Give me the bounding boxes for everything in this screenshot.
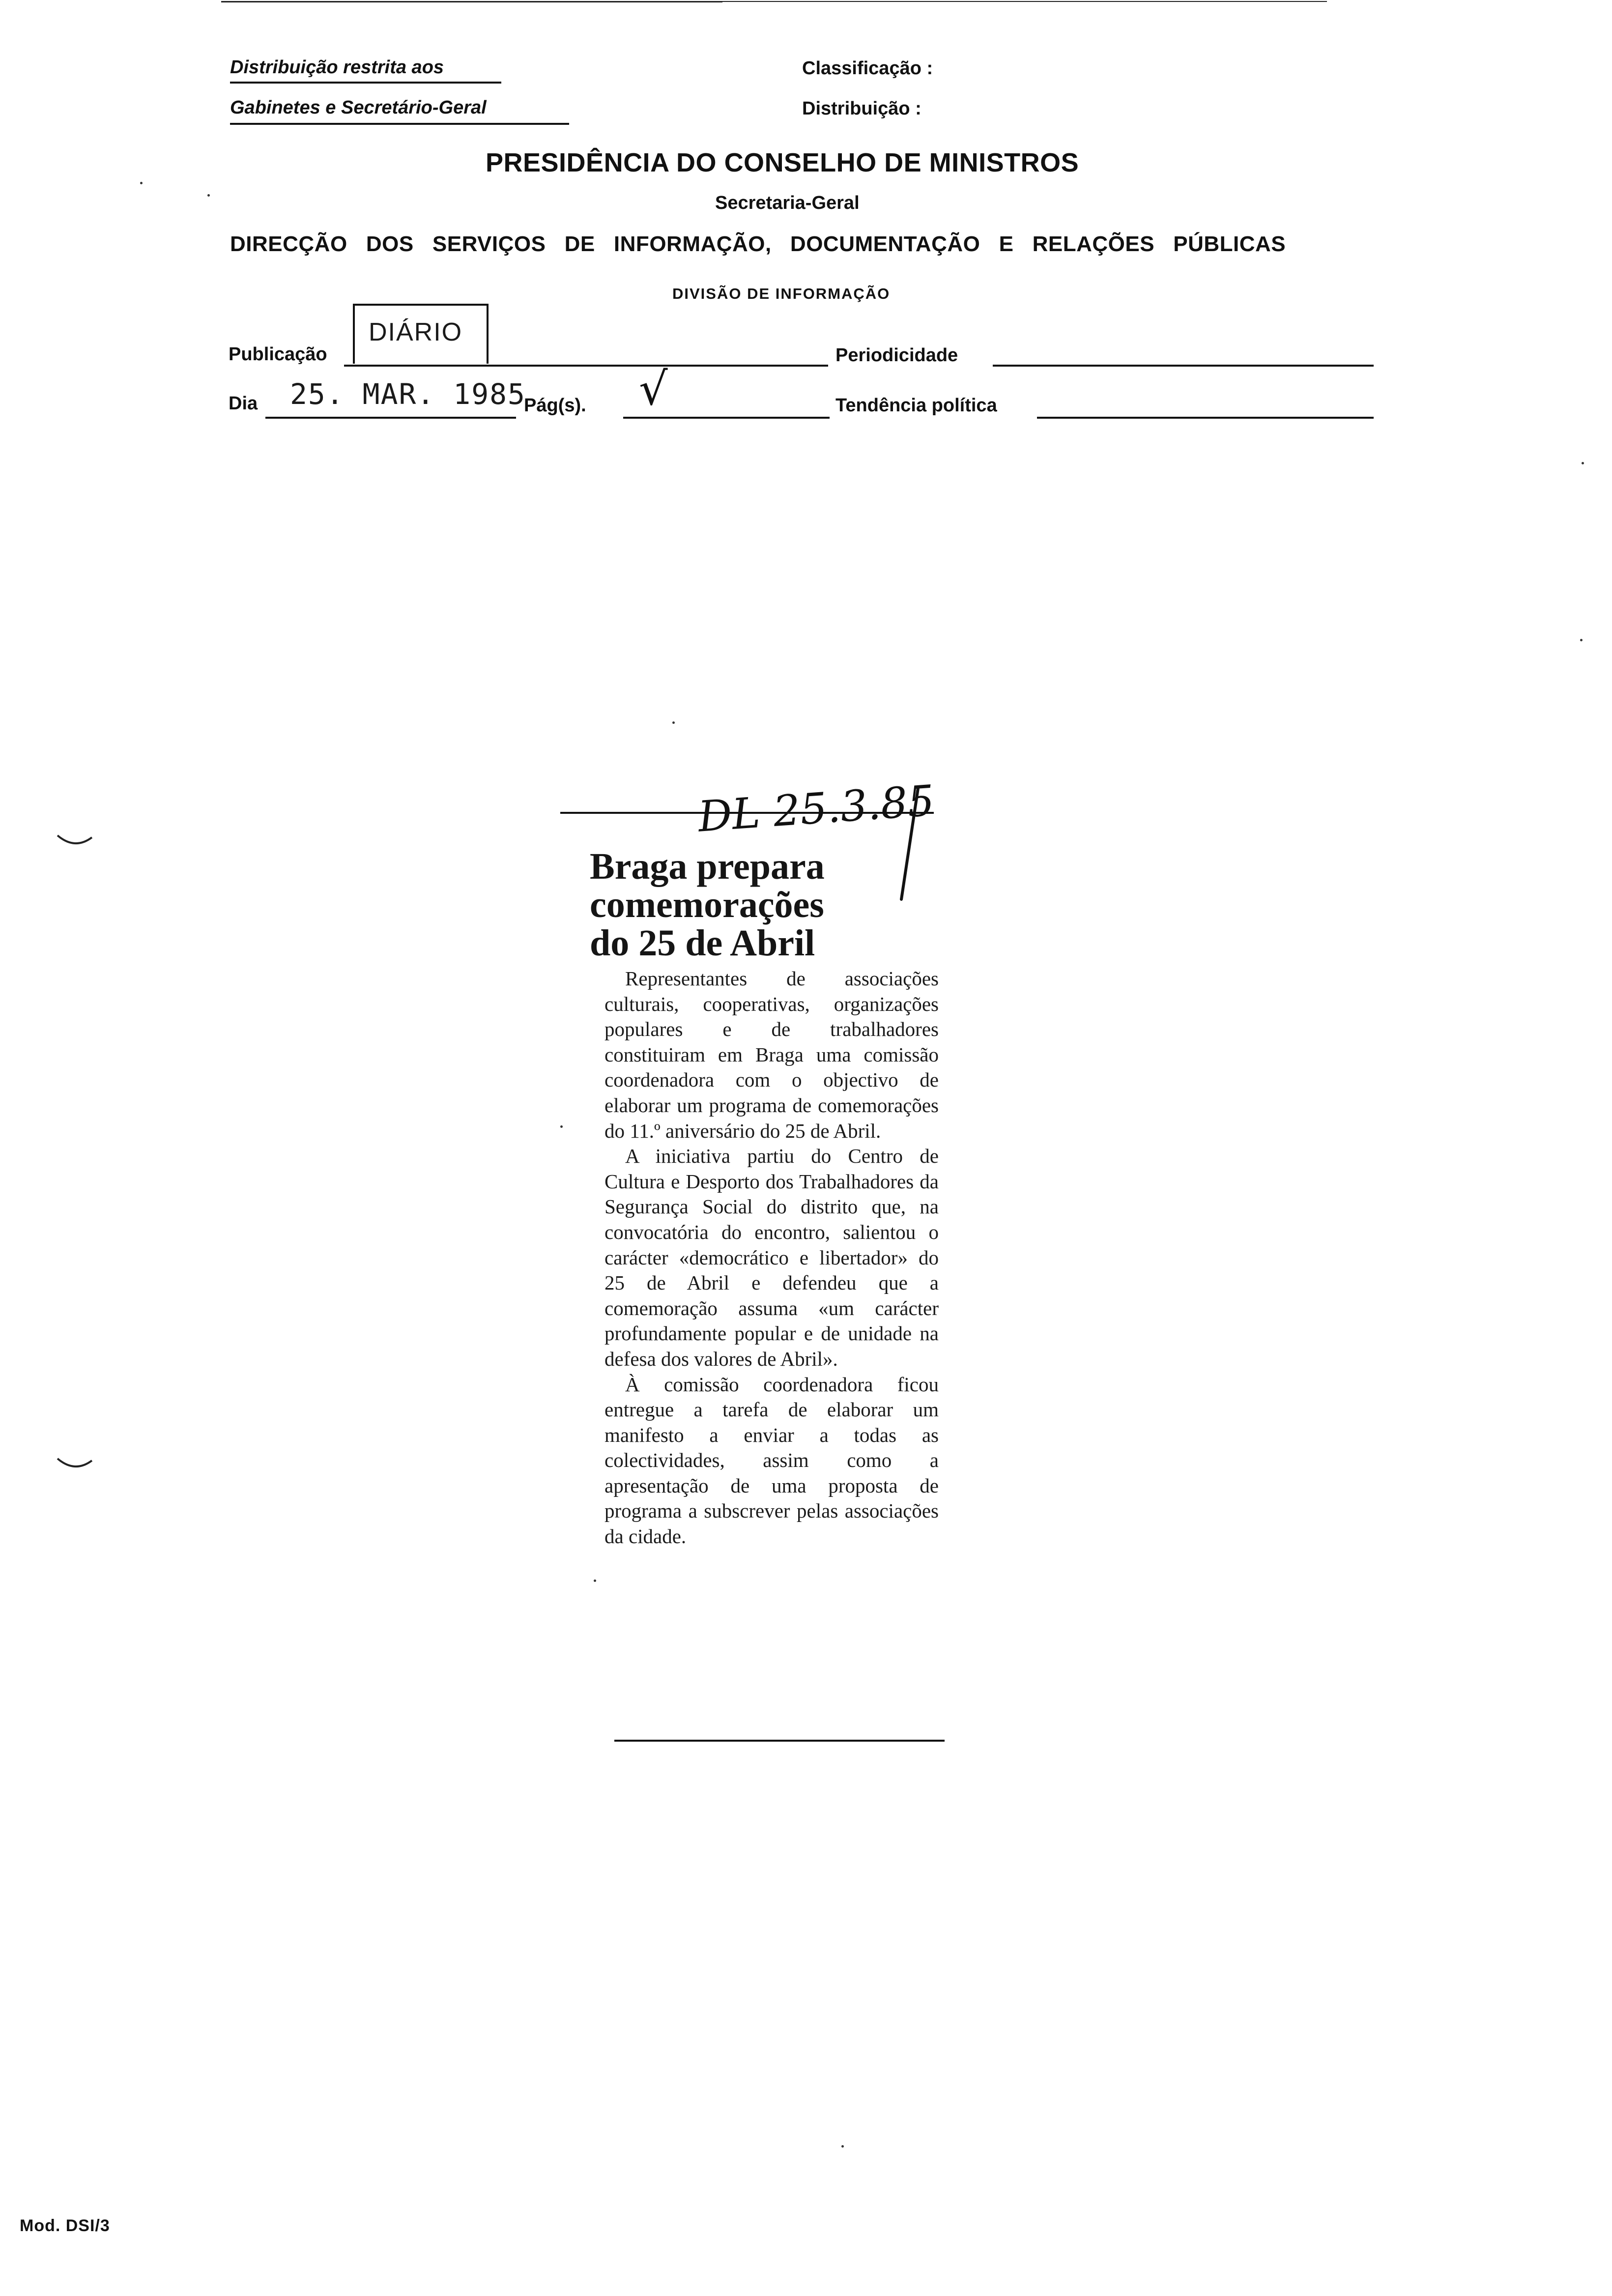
pags-label: Pág(s). xyxy=(524,395,586,416)
publicacao-line xyxy=(344,365,828,367)
clipping-title-line-2: comemorações xyxy=(590,884,824,925)
clipping-paragraph-2: A iniciativa partiu do Centro de Cultura e Desporto dos Trabalhadores da Segurança Social do distrito que, na convocatória do encontro, salientou o carácter «democrático e libertador» do 25 de Abril e defendeu que a comemoração assuma «um carácter profundamente popular e de unidade na defesa dos valores de Abril». xyxy=(604,1145,939,1370)
publicacao-value: DIÁRIO xyxy=(369,318,463,346)
scan-edge-line xyxy=(560,1,1327,2)
classification-label: Classificação : xyxy=(802,58,933,79)
periodicidade-line xyxy=(993,365,1374,367)
pags-line xyxy=(623,417,830,419)
dia-line xyxy=(265,417,516,419)
scan-speck xyxy=(140,182,143,184)
punch-hole-mark xyxy=(55,831,94,850)
scan-speck xyxy=(841,2145,844,2148)
scan-speck xyxy=(207,194,210,197)
handwritten-note: DL 25.3.85 xyxy=(696,776,936,842)
model-code: Mod. DSI/3 xyxy=(20,2216,110,2235)
clipping-title-line-3: do 25 de Abril xyxy=(590,922,815,964)
dia-label: Dia xyxy=(229,393,258,414)
publicacao-label: Publicação xyxy=(229,344,327,365)
pags-checkmark: √ xyxy=(639,363,668,415)
clipping-title-line-1: Braga prepara xyxy=(590,846,825,887)
handwritten-slash xyxy=(894,785,924,903)
distribution-underline-1 xyxy=(230,82,501,84)
clipping-body xyxy=(604,966,939,1550)
periodicidade-label: Periodicidade xyxy=(835,345,958,366)
scan-speck xyxy=(1580,639,1583,641)
clipping-paragraph-3: À comissão coordenadora ficou entregue a tarefa de elaborar um manifesto a enviar a todas as colectividades, assim como a apresentação de uma proposta de programa a subscrever pelas associações da cidade. xyxy=(604,1373,939,1548)
tendencia-label: Tendência política xyxy=(835,395,997,416)
org-secretaria: Secretaria-Geral xyxy=(715,193,860,213)
scan-speck xyxy=(1582,462,1584,464)
clipping-paragraph-1: Representantes de associações culturais, cooperativas, organizações populares e de trabalhadores constituiram em Braga uma comissão coordenadora com o objectivo de elaborar um programa de comemorações do 11.º aniversário do 25 de Abril. xyxy=(604,967,939,1142)
clipping-bottom-rule xyxy=(614,1740,945,1742)
punch-hole-mark xyxy=(55,1454,94,1473)
org-direccao: DIRECÇÃO DOS SERVIÇOS DE INFORMAÇÃO, DOCUMENTAÇÃO E RELAÇÕES PÚBLICAS xyxy=(230,232,1286,256)
distribution-line-1: Distribuição restrita aos xyxy=(230,57,444,78)
distribution-label: Distribuição : xyxy=(802,98,921,119)
org-divisao: DIVISÃO DE INFORMAÇÃO xyxy=(672,285,891,302)
distribution-line-2: Gabinetes e Secretário-Geral xyxy=(230,97,487,118)
scan-speck xyxy=(672,721,675,724)
org-name: PRESIDÊNCIA DO CONSELHO DE MINISTROS xyxy=(486,148,1079,177)
distribution-underline-2 xyxy=(230,123,569,125)
dia-stamp-value: 25. MAR. 1985 xyxy=(290,377,526,411)
scan-speck xyxy=(560,1125,563,1128)
scan-speck xyxy=(594,1579,596,1582)
tendencia-line xyxy=(1037,417,1374,419)
